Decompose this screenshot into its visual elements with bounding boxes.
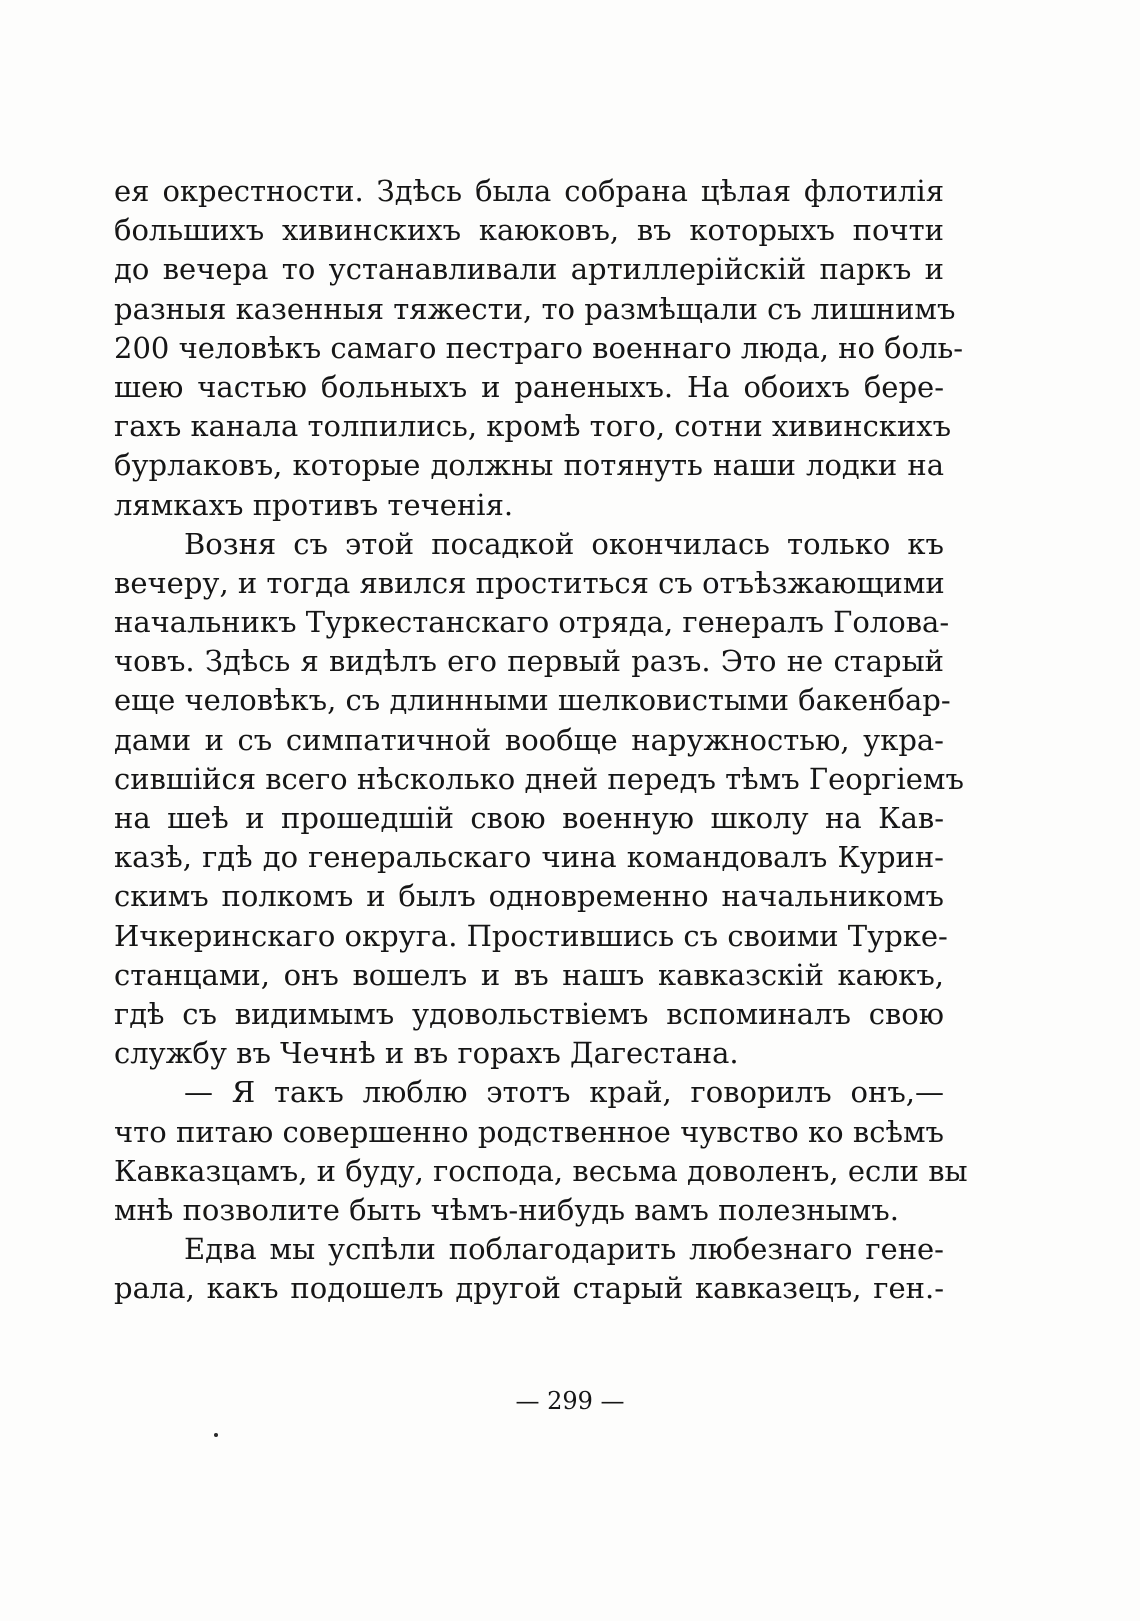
text-line: Ичкеринскаго округа. Простившись съ своими Турке-	[114, 918, 948, 953]
text-line: ея окрестности. Здѣсь была собрана цѣлая флотилія	[114, 174, 944, 208]
ink-speck	[214, 1433, 218, 1437]
text-line: лямкахъ противъ теченія.	[114, 487, 514, 522]
text-line: бурлаковъ, которые должны потянуть наши лодки на	[114, 448, 944, 483]
paragraph-start-line: Возня съ этой посадкой окончилась только къ	[184, 526, 944, 561]
text-line: скимъ полкомъ и былъ одновременно начальникомъ	[114, 879, 944, 914]
text-line: на шеѣ и прошедшій свою военную школу на Кав-	[114, 801, 944, 835]
paragraph-start-line: — Я такъ люблю этотъ край, говорилъ онъ,—	[184, 1075, 944, 1110]
text-line: гдѣ съ видимымъ удовольствіемъ вспоминалъ свою	[114, 996, 944, 1031]
text-line: гахъ канала толпились, кромѣ того, сотни хивинскихъ	[114, 409, 952, 444]
text-line: казѣ, гдѣ до генеральскаго чина командовалъ Курин-	[114, 840, 944, 875]
text-line: еще человѣкъ, съ длинными шелковистыми бакенбар-	[114, 683, 951, 718]
text-line: службу въ Чечнѣ и въ горахъ Дагестана.	[114, 1036, 739, 1071]
text-line: до вечера то устанавливали артиллерійскій паркъ и	[114, 252, 944, 287]
text-line: станцами, онъ вошелъ и въ нашъ кавказскій каюкъ,	[114, 957, 944, 992]
text-line: рала, какъ подошелъ другой старый кавказецъ, ген.-	[114, 1271, 944, 1306]
text-line: Кавказцамъ, и буду, господа, весьма доволенъ, если вы	[114, 1153, 968, 1188]
text-line: начальникъ Туркестанскаго отряда, генералъ Голова-	[114, 605, 950, 640]
text-line: вечеру, и тогда явился проститься съ отъѣзжающими	[114, 565, 945, 600]
text-line: мнѣ позволите быть чѣмъ-нибудь вамъ полезнымъ.	[114, 1192, 899, 1227]
paragraph-start-line: Едва мы успѣли поблагодарить любезнаго гене-	[184, 1232, 944, 1267]
text-line: сившійся всего нѣсколько дней передъ тѣмъ Георгіемъ	[114, 761, 964, 796]
text-line: 200 человѣкъ самаго пестраго военнаго люда, но боль-	[114, 330, 964, 365]
body-text	[114, 172, 968, 1308]
text-line: что питаю совершенно родственное чувство ко всѣмъ	[114, 1114, 944, 1149]
text-line: човъ. Здѣсь я видѣлъ его первый разъ. Это не старый	[114, 644, 944, 679]
text-line: разныя казенныя тяжести, то размѣщали съ лишнимъ	[114, 291, 956, 326]
page-number: — 299 —	[515, 1387, 625, 1415]
text-line: дами и съ симпатичной вообще наружностью, укра-	[114, 722, 944, 757]
text-line: большихъ хивинскихъ каюковъ, въ которыхъ почти	[114, 213, 944, 248]
text-line: шею частью больныхъ и раненыхъ. На обоихъ бере-	[114, 369, 944, 404]
